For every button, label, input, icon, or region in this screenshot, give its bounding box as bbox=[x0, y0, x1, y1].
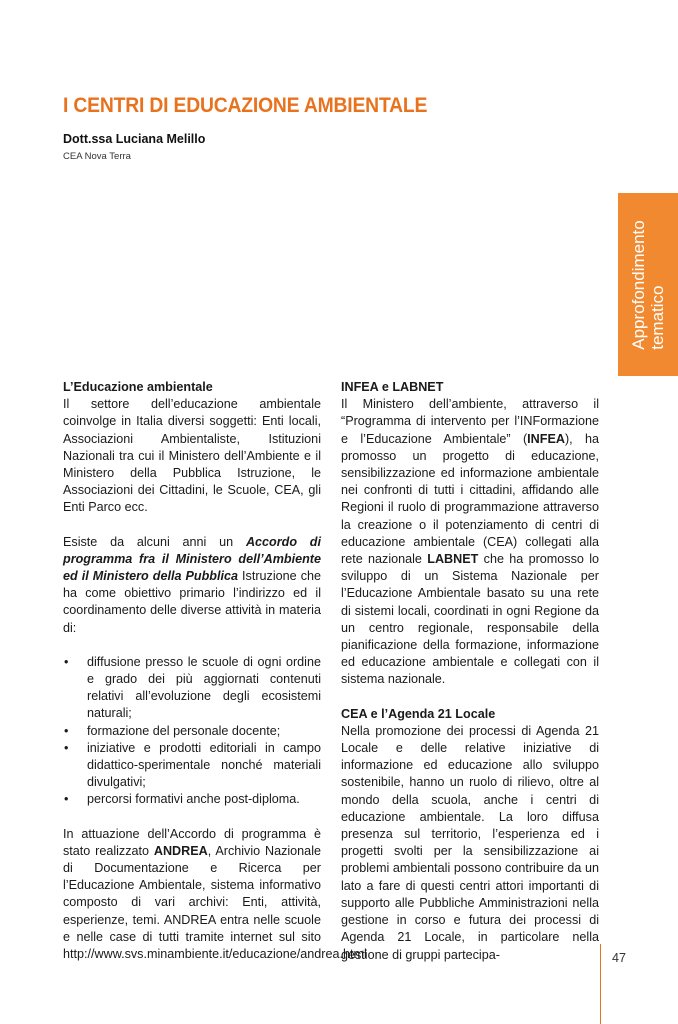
section-tab-line-1: Approfondimento bbox=[629, 220, 648, 350]
list-item: • diffusione presso le scuole di ogni ordine e grado dei più aggiornati contenuti relativi all’evoluzione degli ecosistemi naturali; bbox=[63, 654, 321, 723]
infea-part-b: ), ha promosso un progetto di educazione, sensibilizzazione ed informazione ambientale nei confronti di tutti i cittadini, affidando alle Regioni il ruolo di programmazione attraverso la creazione o il potenziamento di centri di educazione ambientale (CEA) collegati alla rete nazionale bbox=[341, 431, 599, 567]
section-tab-label bbox=[629, 220, 667, 349]
andrea-intro: In attuazione dell’Accordo di programma è stato realizzato bbox=[63, 826, 321, 858]
section-tab-line-2: tematico bbox=[648, 285, 667, 350]
section-heading-infea: INFEA e LABNET bbox=[341, 380, 444, 394]
page-title: I CENTRI DI EDUCAZIONE AMBIENTALE bbox=[63, 94, 428, 117]
author-organization: CEA Nova Terra bbox=[63, 151, 131, 162]
andrea-bold: ANDREA bbox=[153, 843, 208, 858]
section-heading-agenda21: CEA e l’Agenda 21 Locale bbox=[341, 706, 496, 721]
paragraph-infea bbox=[341, 396, 599, 688]
bullet-list bbox=[63, 654, 321, 809]
footer-rule bbox=[600, 944, 601, 1024]
accordo-rest: Istruzione che ha come obiettivo primario l’indirizzo ed il coordinamento delle diverse attività in materia di: bbox=[63, 569, 321, 635]
paragraph-agenda21: Nella promozione dei processi di Agenda 21 Locale e delle relative iniziative di informazione ed educazione allo sviluppo sostenibile, hanno un ruolo di rilievo, oltre al mondo della scuola, anche i centri di educazione ambientale. La loro diffusa presenza sul territorio, l’esperienza ed i progetti svolti per la sensibilizzazione ai problemi ambientali possono contribuire da un lato a fare di questi centri attori importanti di supporto alle Pubbliche Amministrazioni nella gestione in corso e futura dei processi di Agenda 21 Locale, in particolare nella gestione di gruppi partecipa- bbox=[341, 723, 599, 962]
accordo-intro: Esiste da alcuni anni un bbox=[63, 534, 246, 549]
labnet-bold: LABNET bbox=[427, 552, 479, 567]
infea-part-a: Il Ministero dell’ambiente, attraverso il “Programma di intervento per l’INFormazione e l’Educazione Ambientale” ( bbox=[341, 397, 599, 446]
page-number: 47 bbox=[612, 951, 626, 965]
accordo-emphasis: Accordo di programma fra il Ministero dell’Ambiente ed il Ministero della Pubblica bbox=[63, 534, 321, 584]
list-item: • iniziative e prodotti editoriali in campo didattico-sperimentale nonché materiali divulgativi; bbox=[63, 740, 321, 792]
list-item: • percorsi formativi anche post-diploma. bbox=[63, 791, 321, 808]
author-name: Dott.ssa Luciana Melillo bbox=[63, 132, 206, 146]
paragraph-andrea bbox=[63, 826, 367, 964]
section-heading-educazione: L’Educazione ambientale bbox=[63, 380, 213, 394]
infea-bold: INFEA bbox=[527, 431, 565, 446]
list-item: • formazione del personale docente; bbox=[63, 723, 321, 740]
paragraph-accordo bbox=[63, 534, 321, 637]
paragraph-educazione: Il settore dell’educazione ambientale coinvolge in Italia diversi soggetti: Enti locali, Associazioni Ambientaliste, Istituzioni Nazionali tra cui il Ministero dell’Ambiente e il Ministero della Pubblica Istruzione, le Associazioni dei Cittadini, le Scuole, CEA, gli Enti Parco ecc. bbox=[63, 397, 321, 515]
infea-part-c: che ha promosso lo sviluppo di un Sistema Nazionale per l’Educazione Ambientale basato su una rete di sistemi locali, coordinati in ogni Regione da un centro regionale, responsabile della pianificazione della formazione, informazione ed educazione ambientale e collegati con il sistema nazionale. bbox=[341, 552, 599, 687]
right-column bbox=[341, 379, 599, 981]
left-column bbox=[63, 379, 367, 980]
andrea-rest: , Archivio Nazionale di Documentazione e Ricerca per l’Educazione Ambientale, sistema informativo composto di vari archivi: Enti, attività, esperienze, temi. ANDREA entra nelle scuole e nelle case di tutti tramite internet sul sito http://www.svs.minambiente.it/educazione/andrea.html bbox=[63, 843, 367, 962]
section-tab bbox=[618, 193, 678, 376]
